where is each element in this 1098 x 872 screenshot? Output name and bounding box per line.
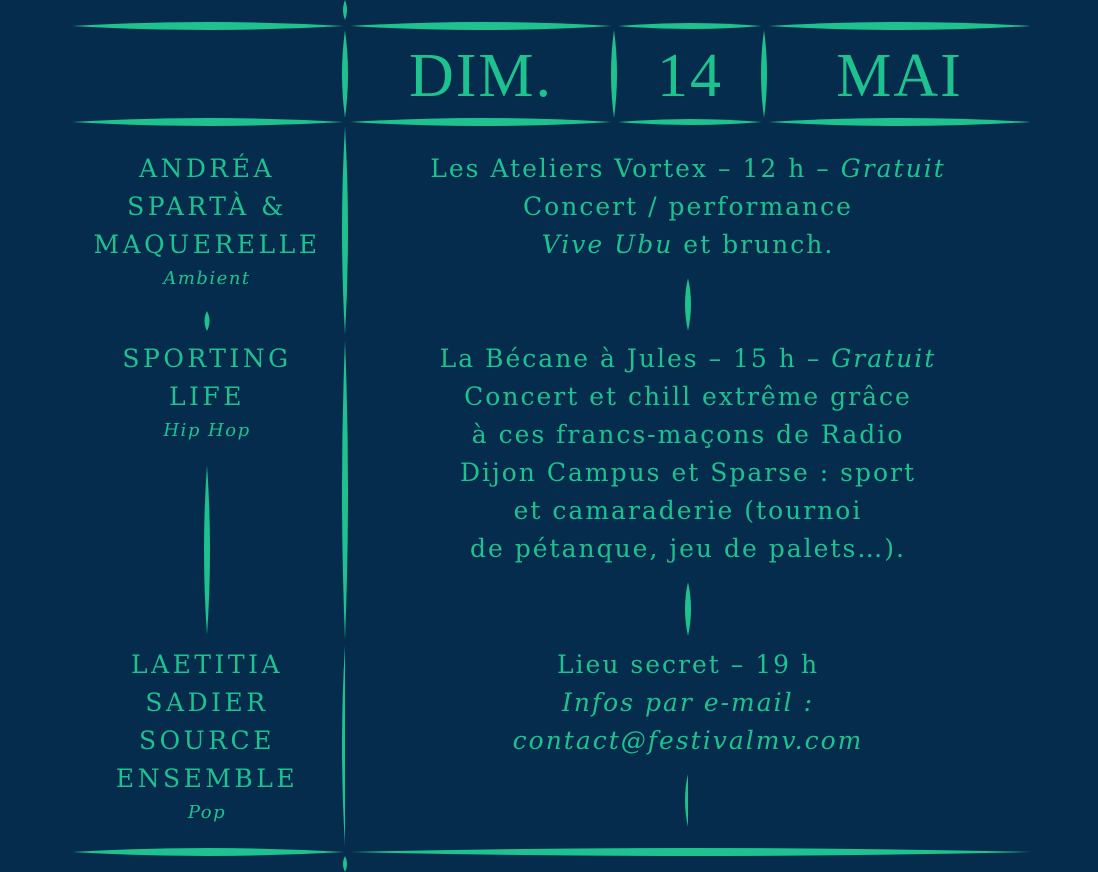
- bottom-rule-left: [72, 848, 344, 856]
- artist-name-line: SOURCE: [139, 726, 275, 755]
- event-description: [345, 226, 1031, 264]
- vertical-divider-1: [343, 0, 347, 20]
- vertical-divider-6: [343, 856, 347, 872]
- event-description: Dijon Campus et Sparse : sport: [459, 458, 917, 487]
- artist-name-line: SPORTING: [122, 344, 292, 373]
- artist-separator-2: [204, 465, 210, 635]
- artist-2: [70, 340, 344, 444]
- event-description-rest: et brunch.: [673, 230, 835, 259]
- artist-name-line: SPARTÀ &: [127, 192, 287, 221]
- header-rule-left: [72, 118, 344, 126]
- artist-name-line: LAETITIA: [130, 650, 284, 679]
- top-rule-left: [72, 22, 344, 30]
- event-1: [345, 150, 1031, 264]
- artist-name-line: LIFE: [168, 382, 246, 411]
- event-description: à ces francs-maçons de Radio: [471, 420, 905, 449]
- artist-genre: Hip Hop: [163, 420, 251, 441]
- event-3: [345, 646, 1031, 760]
- bottom-rule-right: [350, 848, 1031, 856]
- event-2: [345, 340, 1031, 568]
- artist-name-line: ANDRÉA: [138, 154, 276, 183]
- vertical-divider-2: [342, 30, 348, 118]
- event-description: Concert et chill extrême grâce: [464, 382, 912, 411]
- header-rule-day: [350, 118, 612, 126]
- event-description: et camaraderie (tournoi: [513, 496, 863, 525]
- event-price: Gratuit: [831, 344, 937, 373]
- header-date: 14: [657, 42, 723, 110]
- event-title: La Bécane à Jules – 15 h –: [439, 344, 832, 373]
- event-title: Lieu secret – 19 h: [556, 650, 820, 679]
- event-highlight: Vive Ubu: [541, 230, 674, 259]
- event-description: de pétanque, jeu de palets…).: [469, 534, 906, 563]
- header-rule-month: [768, 118, 1031, 126]
- header-month: MAI: [836, 42, 963, 110]
- artist-name-line: MAQUERELLE: [93, 230, 321, 259]
- artist-1: [70, 150, 344, 292]
- event-title-line: [345, 340, 1031, 378]
- header-rule-date: [618, 119, 762, 125]
- artist-genre: Pop: [187, 802, 227, 823]
- top-rule-day: [350, 22, 612, 30]
- event-title-line: [345, 150, 1031, 188]
- event-description: Concert / performance: [523, 192, 853, 221]
- artist-name-line: SADIER: [145, 688, 269, 717]
- event-separator-1: [685, 278, 691, 331]
- header-day: DIM.: [408, 42, 554, 110]
- event-price: Gratuit: [840, 154, 946, 183]
- top-rule-date: [618, 23, 762, 29]
- artist-name-line: ENSEMBLE: [115, 764, 299, 793]
- top-rule-month: [768, 22, 1031, 30]
- event-separator-3: [685, 774, 691, 827]
- event-title: Les Ateliers Vortex – 12 h –: [430, 154, 841, 183]
- event-info: Infos par e-mail :: [561, 688, 815, 717]
- artist-genre: Ambient: [163, 268, 251, 289]
- contact-email[interactable]: contact@festivalmv.com: [512, 726, 864, 755]
- artist-separator-1: [205, 311, 210, 331]
- artist-3: [70, 646, 344, 826]
- event-separator-2: [685, 582, 691, 636]
